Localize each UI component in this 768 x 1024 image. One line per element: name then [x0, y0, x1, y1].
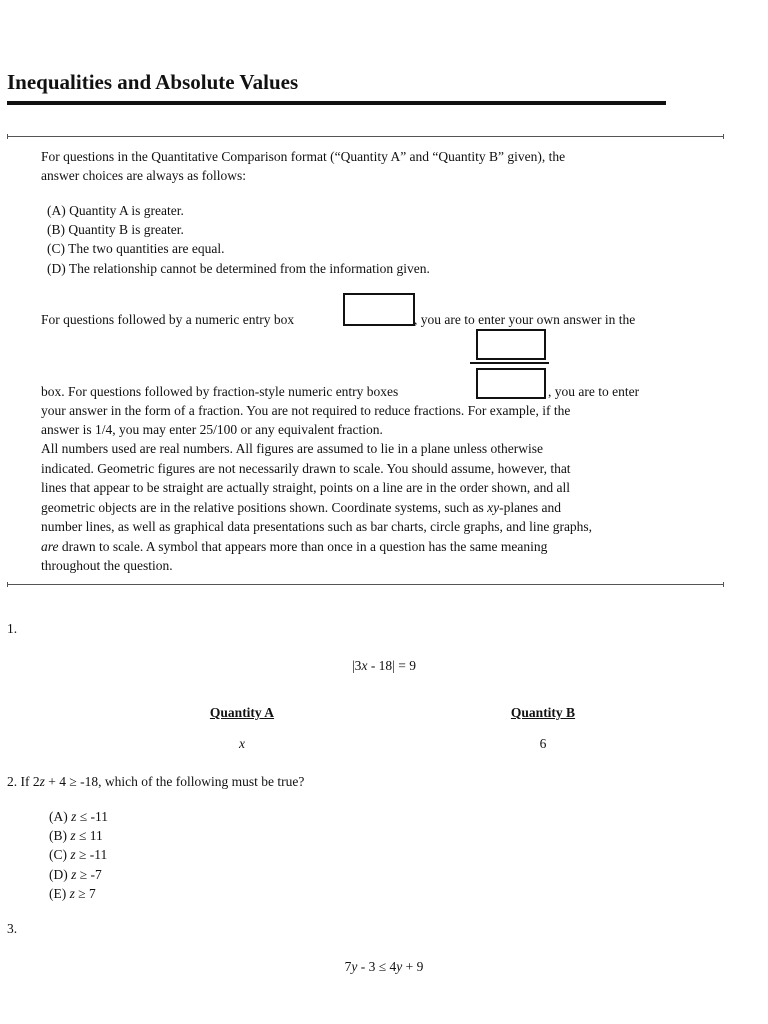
- question-3-equation: [0, 957, 768, 977]
- option-variable: z: [69, 886, 75, 901]
- title-rule: [7, 101, 666, 105]
- directions-bottom-rule: [7, 584, 724, 585]
- qc-choice-b: (B) Quantity B is greater.: [47, 222, 184, 237]
- option-relation: ≥ -11: [75, 847, 108, 862]
- quantity-a-value: x: [239, 736, 245, 751]
- option-variable: z: [71, 867, 77, 882]
- q2-stem-suffix: + 4 ≥ -18, which of the following must be true?: [44, 774, 305, 789]
- directions-top-rule: [7, 136, 724, 137]
- numeric-entry-text-after: , you are to enter your own answer in the: [414, 312, 636, 327]
- numbers-line-1: All numbers used are real numbers. All figures are assumed to lie in a plane unless otherwise: [41, 441, 543, 456]
- q3-eq-part-3: + 9: [402, 959, 424, 974]
- qc-choice-a: (A) Quantity A is greater.: [47, 203, 184, 218]
- numeric-entry-box[interactable]: [343, 293, 415, 326]
- q2-option-e[interactable]: [49, 884, 96, 904]
- numbers-line-4: [41, 498, 701, 518]
- option-relation: ≥ -7: [76, 867, 102, 882]
- qc-intro-line-2: answer choices are always as follows:: [41, 168, 247, 183]
- fraction-numerator-box[interactable]: [476, 329, 546, 360]
- q3-eq-part-2: - 3 ≤ 4: [357, 959, 397, 974]
- q1-eq-part-2: - 18| = 9: [367, 658, 416, 673]
- q2-stem-prefix: 2. If 2: [7, 774, 40, 789]
- q3-eq-variable-1: y: [351, 959, 358, 974]
- quantity-a-label: Quantity A: [209, 705, 275, 720]
- xy-plane-term: xy: [487, 500, 500, 515]
- option-variable: z: [70, 847, 76, 862]
- q2-option-a[interactable]: [49, 807, 108, 827]
- numbers-line-5: number lines, as well as graphical data presentations such as bar charts, circle graphs, and line graphs,: [41, 519, 593, 534]
- q3-eq-part-1: 7: [344, 959, 352, 974]
- page-title: Inequalities and Absolute Values: [7, 70, 299, 94]
- quantity-b-value: 6: [539, 736, 547, 751]
- fraction-entry-text-after: , you are to enter: [548, 384, 640, 399]
- option-letter: (D): [49, 867, 72, 882]
- q3-eq-variable-2: y: [396, 959, 403, 974]
- option-variable: z: [71, 809, 77, 824]
- fraction-entry-line-2: your answer in the form of a fraction. You are not required to reduce fractions. For example, if the: [41, 403, 571, 418]
- question-3-number: 3.: [7, 921, 18, 936]
- numbers-line-3: lines that appear to be straight are actually straight, points on a line are in the order shown, and all: [41, 480, 570, 495]
- q2-option-c[interactable]: [49, 845, 107, 865]
- option-relation: ≥ 7: [74, 886, 96, 901]
- numeric-entry-text-before: For questions followed by a numeric entry box: [41, 312, 295, 327]
- option-letter: (C): [49, 847, 71, 862]
- option-variable: z: [70, 828, 76, 843]
- question-2-stem: [7, 772, 304, 792]
- numbers-line-6: [41, 537, 701, 557]
- option-relation: ≤ -11: [76, 809, 109, 824]
- question-1-equation: [0, 656, 768, 676]
- are-emphasis: are: [41, 539, 59, 554]
- fraction-bar: [470, 362, 549, 364]
- qc-intro-line-1: For questions in the Quantitative Comparison format (“Quantity A” and “Quantity B” given), the: [41, 149, 566, 164]
- qc-choice-c: (C) The two quantities are equal.: [47, 241, 225, 256]
- q1-eq-variable: x: [361, 658, 368, 673]
- qc-choice-d: (D) The relationship cannot be determined from the information given.: [47, 261, 430, 276]
- numbers-line-2: indicated. Geometric figures are not necessarily drawn to scale. You should assume, however, that: [41, 461, 571, 476]
- fraction-entry-line-1: box. For questions followed by fraction-style numeric entry boxes: [41, 384, 399, 399]
- q2-option-b[interactable]: [49, 826, 103, 846]
- numbers-line-6-rest: drawn to scale. A symbol that appears more than once in a question has the same meaning: [58, 539, 548, 554]
- numbers-line-7: throughout the question.: [41, 558, 173, 573]
- q2-option-d[interactable]: [49, 865, 102, 885]
- numbers-line-4-start: geometric objects are in the relative positions shown. Coordinate systems, such as: [41, 500, 488, 515]
- question-1-number: 1.: [7, 621, 18, 636]
- option-letter: (A): [49, 809, 72, 824]
- option-letter: (E): [49, 886, 70, 901]
- numbers-line-4-end: -planes and: [499, 500, 561, 515]
- q1-eq-part-1: |3: [351, 658, 362, 673]
- fraction-entry-line-3: answer is 1/4, you may enter 25/100 or any equivalent fraction.: [41, 422, 383, 437]
- q2-stem-variable: z: [39, 774, 45, 789]
- option-relation: ≤ 11: [75, 828, 103, 843]
- option-letter: (B): [49, 828, 71, 843]
- quantity-b-label: Quantity B: [510, 705, 576, 720]
